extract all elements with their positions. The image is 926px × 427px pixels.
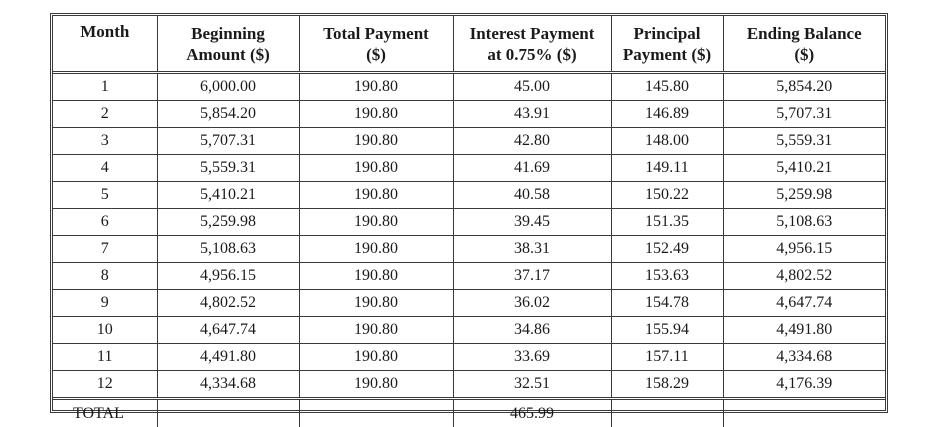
amortization-table-frame — [50, 13, 888, 422]
cell-beginning-amount: 4,334.68 — [157, 371, 299, 399]
cell-interest-payment: 43.91 — [453, 101, 611, 128]
table-row — [53, 344, 885, 371]
total-beginning-amount — [157, 399, 299, 427]
table-row — [53, 209, 885, 236]
amortization-table — [53, 16, 885, 427]
table-row — [53, 263, 885, 290]
cell-total-payment: 190.80 — [299, 344, 453, 371]
cell-principal-payment: 148.00 — [611, 128, 723, 155]
header-interest-payment — [453, 16, 611, 73]
cell-month: 6 — [53, 209, 157, 236]
table-row — [53, 371, 885, 399]
header-line1: Interest Payment — [469, 23, 595, 43]
cell-beginning-amount: 5,854.20 — [157, 101, 299, 128]
cell-month: 12 — [53, 371, 157, 399]
cell-interest-payment: 38.31 — [453, 236, 611, 263]
cell-month: 7 — [53, 236, 157, 263]
cell-total-payment: 190.80 — [299, 263, 453, 290]
header-month — [53, 16, 157, 73]
cell-ending-balance: 4,802.52 — [723, 263, 885, 290]
total-ending-balance — [723, 399, 885, 427]
header-principal-payment — [611, 16, 723, 73]
header-line2: Payment ($) — [622, 44, 712, 64]
cell-principal-payment: 152.49 — [611, 236, 723, 263]
cell-month: 9 — [53, 290, 157, 317]
cell-interest-payment: 40.58 — [453, 182, 611, 209]
cell-total-payment: 190.80 — [299, 317, 453, 344]
cell-interest-payment: 39.45 — [453, 209, 611, 236]
cell-ending-balance: 5,259.98 — [723, 182, 885, 209]
cell-beginning-amount: 5,559.31 — [157, 155, 299, 182]
cell-total-payment: 190.80 — [299, 290, 453, 317]
cell-beginning-amount: 4,647.74 — [157, 317, 299, 344]
header-line1: Total Payment — [323, 23, 429, 43]
cell-beginning-amount: 4,802.52 — [157, 290, 299, 317]
cell-principal-payment: 145.80 — [611, 73, 723, 101]
table-row — [53, 236, 885, 263]
header-month-line1: Month — [80, 22, 130, 41]
header-ending-balance — [723, 16, 885, 73]
cell-month: 4 — [53, 155, 157, 182]
cell-total-payment: 190.80 — [299, 236, 453, 263]
table-row — [53, 101, 885, 128]
cell-principal-payment: 146.89 — [611, 101, 723, 128]
cell-beginning-amount: 4,956.15 — [157, 263, 299, 290]
cell-interest-payment: 34.86 — [453, 317, 611, 344]
cell-month: 3 — [53, 128, 157, 155]
cell-interest-payment: 45.00 — [453, 73, 611, 101]
cell-ending-balance: 4,491.80 — [723, 317, 885, 344]
cell-interest-payment: 32.51 — [453, 371, 611, 399]
header-line2: Amount ($) — [186, 44, 270, 64]
cell-ending-balance: 4,647.74 — [723, 290, 885, 317]
cell-beginning-amount: 5,707.31 — [157, 128, 299, 155]
cell-month: 8 — [53, 263, 157, 290]
cell-interest-payment: 36.02 — [453, 290, 611, 317]
cell-ending-balance: 5,410.21 — [723, 155, 885, 182]
cell-month: 1 — [53, 73, 157, 101]
header-line1: Beginning — [191, 23, 265, 43]
total-total-payment — [299, 399, 453, 427]
cell-interest-payment: 41.69 — [453, 155, 611, 182]
cell-principal-payment: 155.94 — [611, 317, 723, 344]
cell-month: 10 — [53, 317, 157, 344]
cell-total-payment: 190.80 — [299, 371, 453, 399]
table-row — [53, 73, 885, 101]
cell-principal-payment: 153.63 — [611, 263, 723, 290]
cell-beginning-amount: 6,000.00 — [157, 73, 299, 101]
cell-beginning-amount: 5,410.21 — [157, 182, 299, 209]
cell-total-payment: 190.80 — [299, 128, 453, 155]
cell-ending-balance: 5,559.31 — [723, 128, 885, 155]
table-row — [53, 317, 885, 344]
header-line2: at 0.75% ($) — [487, 44, 577, 64]
cell-principal-payment: 158.29 — [611, 371, 723, 399]
cell-total-payment: 190.80 — [299, 182, 453, 209]
header-total-payment — [299, 16, 453, 73]
cell-interest-payment: 37.17 — [453, 263, 611, 290]
table-row — [53, 290, 885, 317]
cell-ending-balance: 5,854.20 — [723, 73, 885, 101]
cell-total-payment: 190.80 — [299, 155, 453, 182]
header-line2: ($) — [366, 44, 386, 64]
cell-interest-payment: 42.80 — [453, 128, 611, 155]
header-beginning-amount — [157, 16, 299, 73]
total-principal-payment — [611, 399, 723, 427]
cell-ending-balance: 4,956.15 — [723, 236, 885, 263]
cell-principal-payment: 157.11 — [611, 344, 723, 371]
cell-month: 5 — [53, 182, 157, 209]
cell-ending-balance: 4,176.39 — [723, 371, 885, 399]
header-line2: ($) — [794, 44, 815, 64]
header-row — [53, 16, 885, 73]
cell-month: 11 — [53, 344, 157, 371]
total-row — [53, 399, 885, 427]
cell-principal-payment: 151.35 — [611, 209, 723, 236]
cell-principal-payment: 150.22 — [611, 182, 723, 209]
header-line1: Ending Balance — [746, 23, 862, 43]
total-label: TOTAL — [53, 399, 157, 427]
cell-principal-payment: 154.78 — [611, 290, 723, 317]
cell-principal-payment: 149.11 — [611, 155, 723, 182]
cell-beginning-amount: 5,108.63 — [157, 236, 299, 263]
cell-ending-balance: 5,707.31 — [723, 101, 885, 128]
cell-ending-balance: 4,334.68 — [723, 344, 885, 371]
total-interest-payment: 465.99 — [453, 399, 611, 427]
table-row — [53, 155, 885, 182]
table-row — [53, 182, 885, 209]
cell-beginning-amount: 4,491.80 — [157, 344, 299, 371]
cell-interest-payment: 33.69 — [453, 344, 611, 371]
cell-beginning-amount: 5,259.98 — [157, 209, 299, 236]
cell-total-payment: 190.80 — [299, 73, 453, 101]
table-row — [53, 128, 885, 155]
header-line1: Principal — [633, 23, 701, 43]
cell-total-payment: 190.80 — [299, 101, 453, 128]
cell-ending-balance: 5,108.63 — [723, 209, 885, 236]
cell-month: 2 — [53, 101, 157, 128]
cell-total-payment: 190.80 — [299, 209, 453, 236]
